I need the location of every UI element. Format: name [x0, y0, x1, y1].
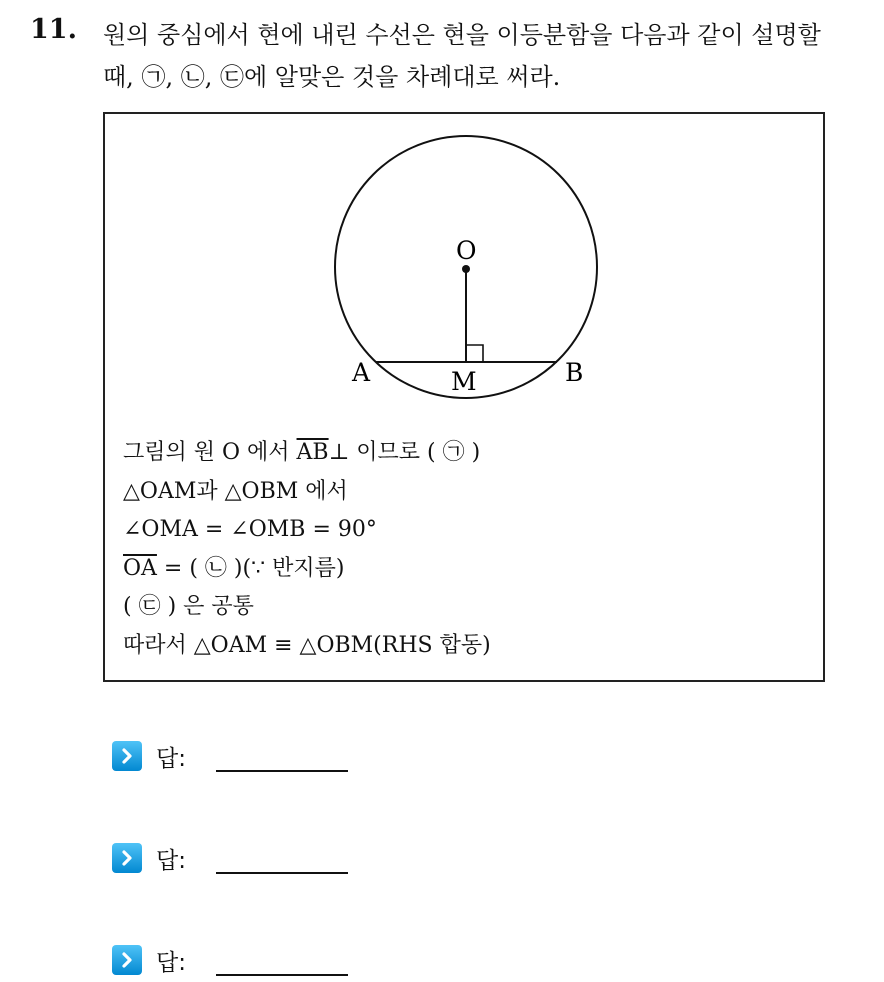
proof-line-6: 따라서 △OAM ≡ △OBM(RHS 합동): [123, 632, 491, 658]
proof-box: [103, 112, 825, 682]
answer-label: 답:: [156, 745, 186, 772]
proof-line-5: ( ㉢ ) 은 공통: [123, 594, 254, 619]
question-line-1: 원의 중심에서 현에 내린 수선은 현을 이등분함을 다음과 같이 설명할: [103, 21, 821, 49]
answer-blank[interactable]: [216, 974, 348, 976]
question-text: [103, 14, 873, 98]
proof-line-1-post: ⊥ 이므로 ( ㉠ ): [328, 440, 481, 465]
label-b: B: [565, 358, 584, 387]
circle-figure: [105, 114, 823, 414]
segment-ab: $\overline{AB}$: [296, 440, 329, 465]
answer-row-1: [112, 736, 186, 776]
question-number: 11.: [30, 14, 77, 45]
proof-line-1-pre: 그림의 원 O 에서: [123, 440, 297, 465]
proof-line-1: [123, 434, 813, 473]
answer-blank[interactable]: [216, 770, 348, 772]
question-line-2: 때, ㉠, ㉡, ㉢에 알맞은 것을 차례대로 써라.: [103, 63, 561, 91]
proof-line-4: [123, 550, 813, 589]
proof-line-4-post: = ( ㉡ )(∵ 반지름): [156, 555, 345, 581]
label-a: A: [352, 358, 371, 387]
answer-label: 답:: [156, 847, 186, 874]
answer-blank[interactable]: [216, 872, 348, 874]
answer-row-2: [112, 838, 186, 878]
right-angle-mark: [466, 345, 483, 362]
segment-oa: $\overline{OA}$: [123, 555, 157, 581]
answer-label: 답:: [156, 949, 186, 976]
proof-text: [123, 434, 813, 665]
chevron-right-icon: [112, 741, 142, 771]
label-m: M: [451, 367, 477, 396]
proof-line-3: ∠OMA = ∠OMB = 90°: [123, 517, 377, 542]
label-o: O: [456, 236, 477, 265]
chevron-right-icon: [112, 843, 142, 873]
answer-row-3: [112, 940, 186, 980]
center-point: [462, 265, 470, 273]
proof-line-2: △OAM과 △OBM 에서: [123, 478, 348, 504]
chevron-right-icon: [112, 945, 142, 975]
